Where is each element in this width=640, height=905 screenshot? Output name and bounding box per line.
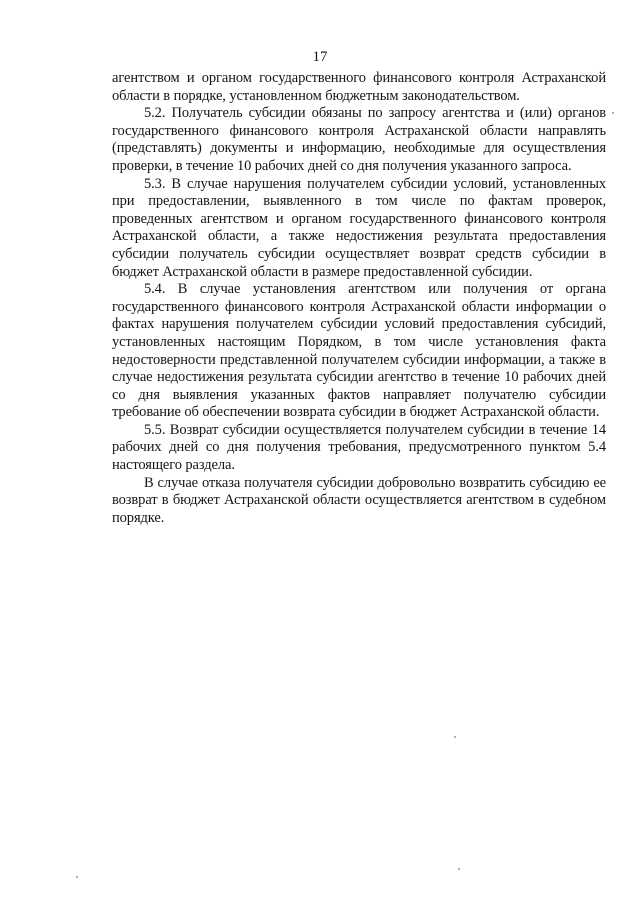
paragraph-5-2: 5.2. Получатель субсидии обязаны по запросу агентства и (или) органов государственного финансового контроля Астраханской области направлять (представлять) документы и информацию, необходимые для осуществления проверки, в течение 10 рабочих дней со дня получения указанного запроса. — [112, 105, 606, 174]
paragraph-refusal: В случае отказа получателя субсидии добровольно возвратить субсидию ее возврат в бюджет Астраханской области осуществляется агентством в судебном порядке. — [112, 474, 606, 526]
paragraph-5-3: 5.3. В случае нарушения получателем субсидии условий, установленных при предоставлении, выявленного в том числе по фактам проверок, проведенных агентством и органом государственного финансового контроля Астраханской области, а также недостижения результата предоставления субсидии получатель субсидии осуществляет возврат средств субсидии в бюджет Астраханской области в размере предоставленной субсидии. — [112, 175, 606, 280]
page-number: 17 — [312, 49, 328, 65]
paragraph-continued: агентством и органом государственного финансового контроля Астраханской области в порядке, установленном бюджетным законодательством. — [112, 70, 606, 104]
paragraph-5-5: 5.5. Возврат субсидии осуществляется получателем субсидии в течение 14 рабочих дней со дня получения требования, предусмотренного пунктом 5.4 настоящего раздела. — [112, 421, 606, 474]
scan-speck — [454, 736, 456, 738]
scan-speck — [76, 876, 78, 878]
document-body — [112, 70, 606, 527]
scan-speck — [612, 112, 614, 114]
scan-speck — [458, 868, 460, 870]
paragraph-5-4: 5.4. В случае установления агентством или получения от органа государственного финансового контроля Астраханской области информации о фактах нарушения получателем субсидии условий предоставления субсидий, установленных настоящим Порядком, в том числе установления факта недостоверности представленной получателем субсидии информации, а также в случае недостижения результата субсидии агентство в течение 10 рабочих дней со дня выявления указанных фактов направляет получателю субсидии требование об обеспечении возврата субсидии в бюджет Астраханской области. — [112, 281, 606, 421]
